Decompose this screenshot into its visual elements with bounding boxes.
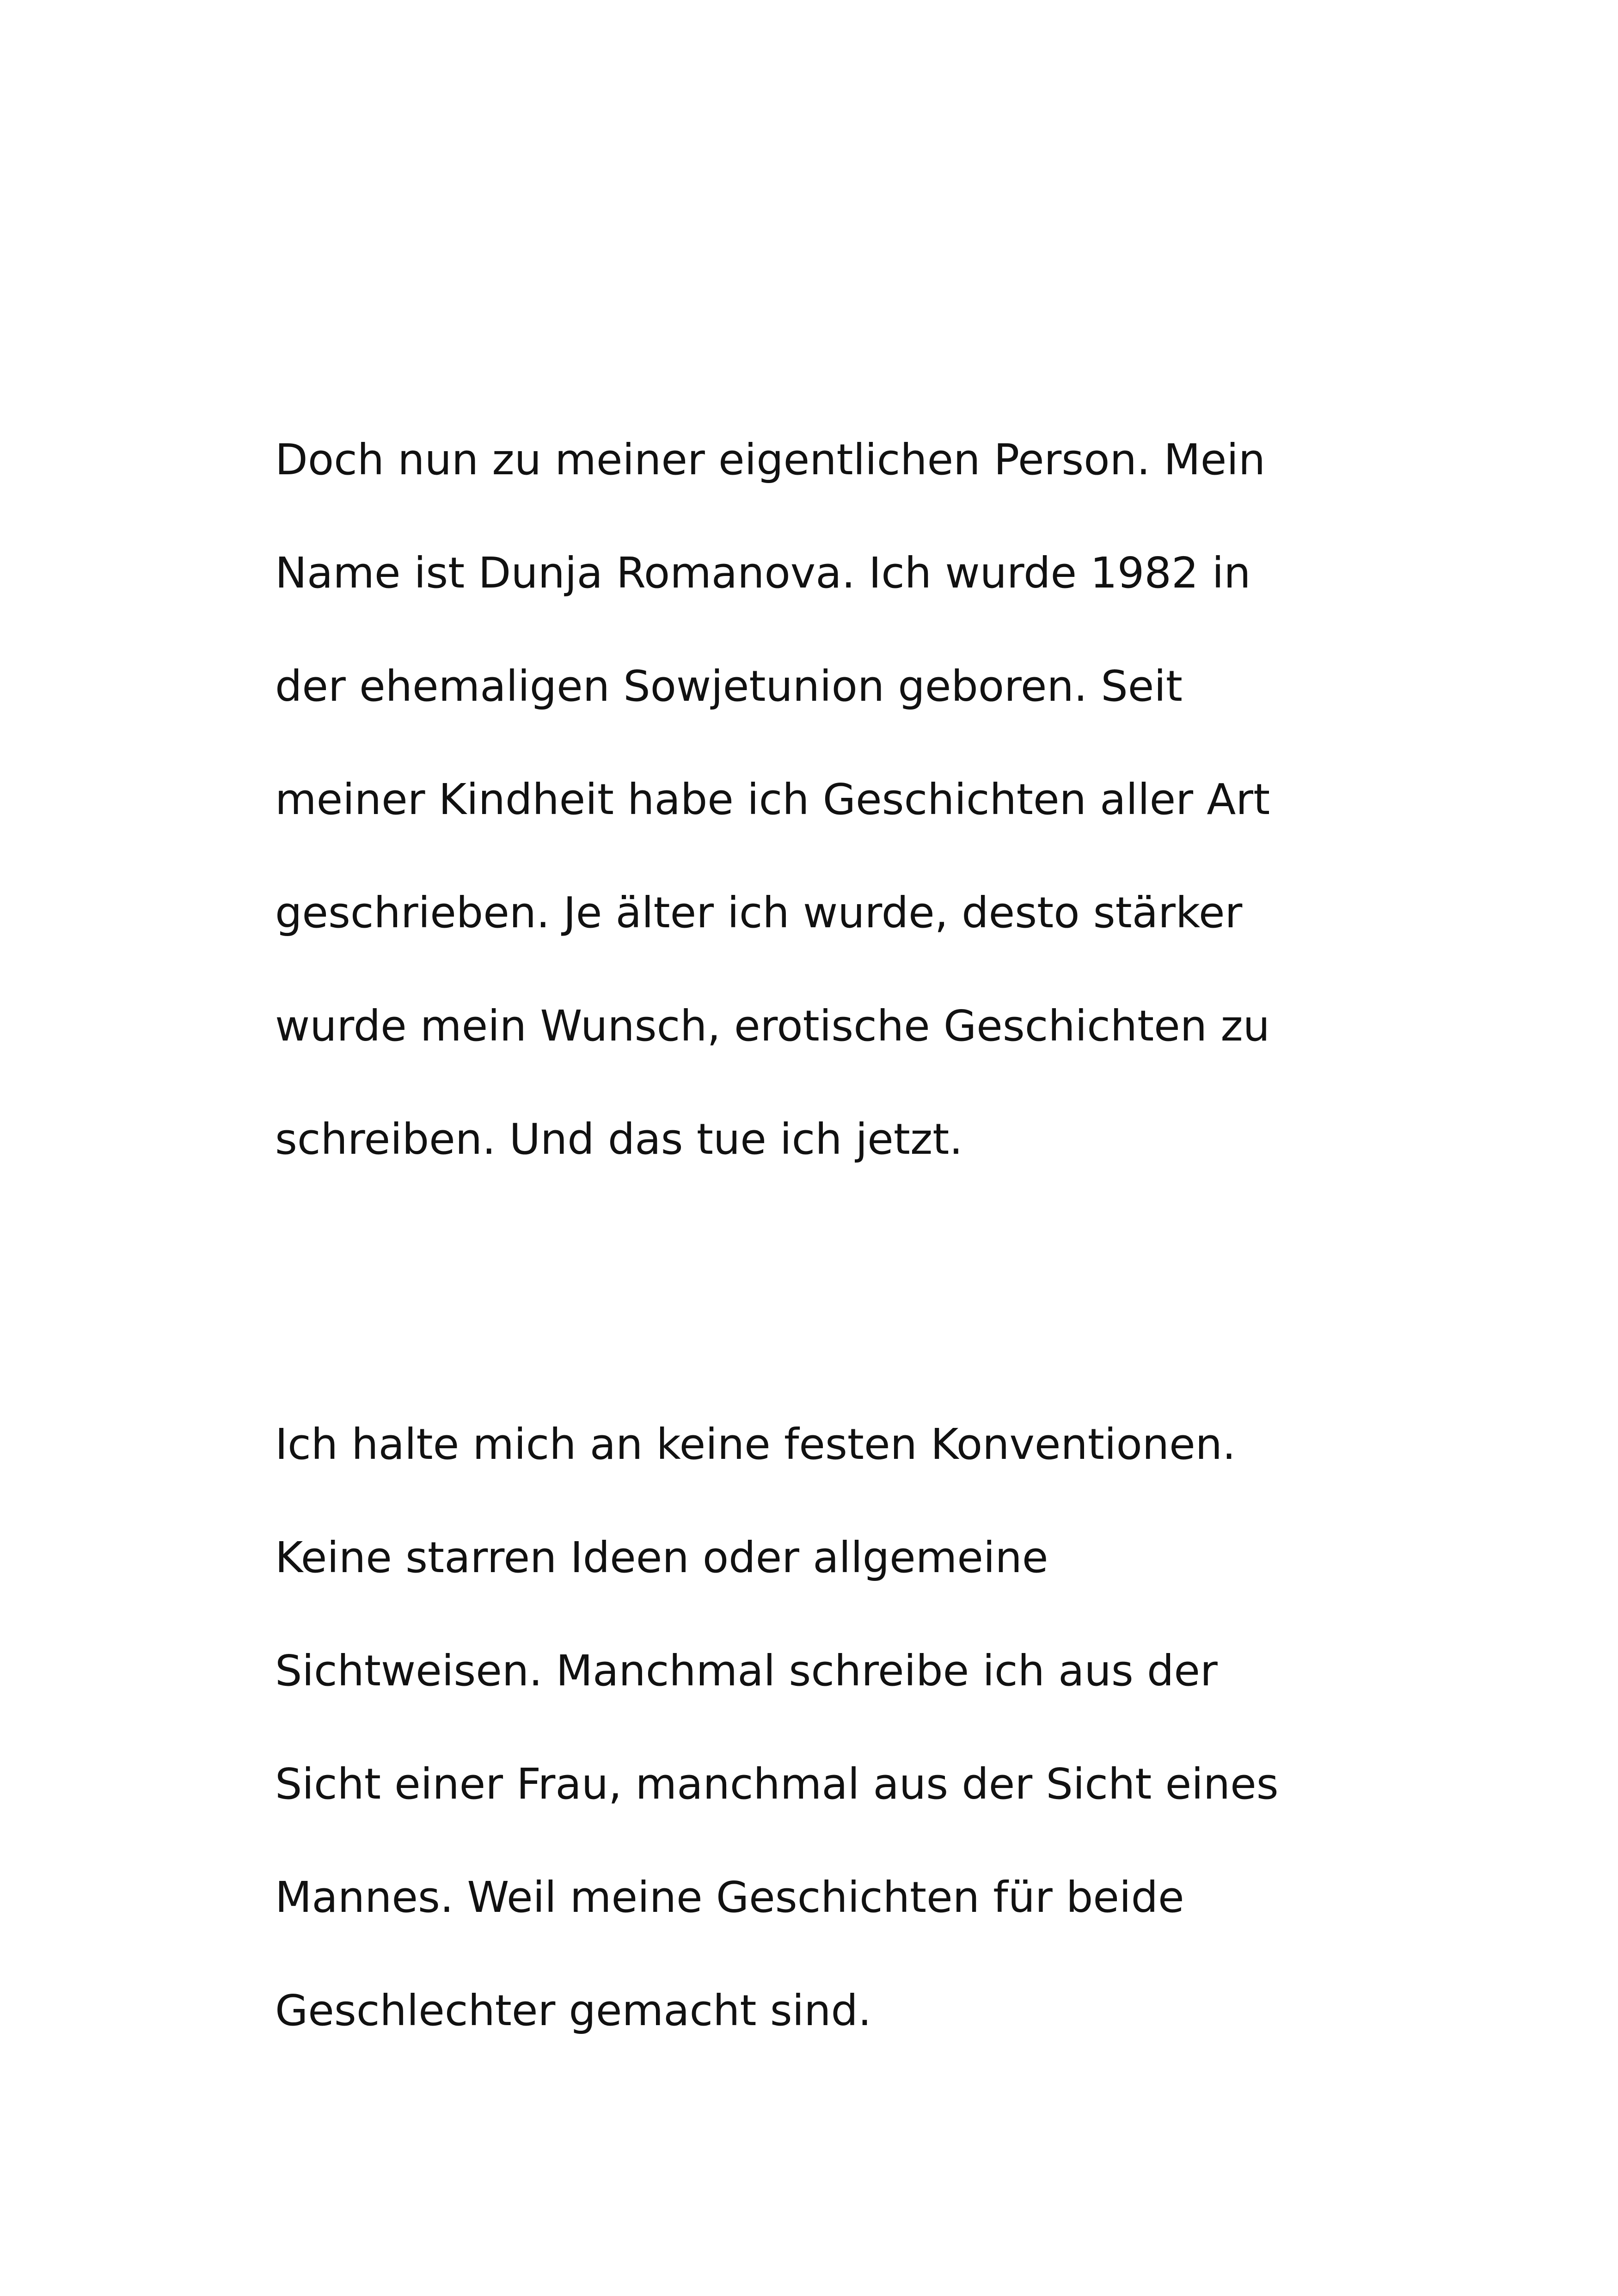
- text-line: geschrieben. Je älter ich wurde, desto stärker: [275, 888, 1243, 937]
- text-line: wurde mein Wunsch, erotische Geschichten zu: [275, 1001, 1270, 1051]
- text-line: Sicht einer Frau, manchmal aus der Sicht eines: [275, 1759, 1279, 1809]
- text-line: Doch nun zu meiner eigentlichen Person. Mein: [275, 435, 1266, 484]
- text-line: Keine starren Ideen oder allgemeine: [275, 1533, 1048, 1582]
- text-line: Ich halte mich an keine festen Konventionen.: [275, 1420, 1236, 1469]
- text-line: Name ist Dunja Romanova. Ich wurde 1982 in: [275, 548, 1251, 598]
- text-line: meiner Kindheit habe ich Geschichten aller Art: [275, 775, 1270, 824]
- text-line: Geschlechter gemacht sind.: [275, 1986, 872, 2035]
- text-line: schreiben. Und das tue ich jetzt.: [275, 1114, 963, 1164]
- text-line: der ehemaligen Sowjetunion geboren. Seit: [275, 661, 1183, 711]
- text-line: Mannes. Weil meine Geschichten für beide: [275, 1873, 1184, 1922]
- text-line: Sichtweisen. Manchmal schreibe ich aus der: [275, 1646, 1218, 1696]
